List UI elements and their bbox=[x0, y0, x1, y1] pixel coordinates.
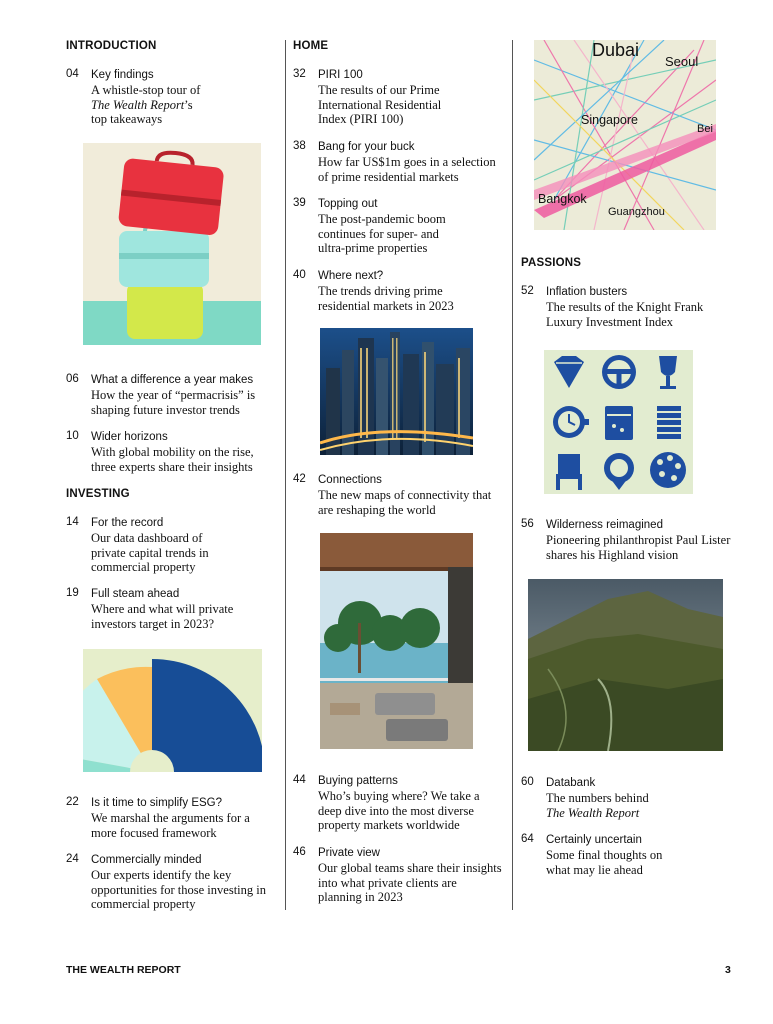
entry-description: Some final thoughts on what may lie ahead bbox=[546, 848, 663, 877]
city-skyline-night-image bbox=[320, 328, 473, 455]
page-number: 19 bbox=[66, 587, 79, 599]
luxury-terrace-image bbox=[320, 533, 473, 749]
entry-description: The trends driving prime residential markets in 2023 bbox=[318, 284, 454, 313]
entry-description: Where and what will private investors target in 2023? bbox=[91, 602, 234, 631]
entry-title: Databank bbox=[546, 777, 596, 789]
toc-entry-52[interactable] bbox=[521, 285, 736, 329]
entry-title: Certainly uncertain bbox=[546, 834, 642, 846]
page-number: 52 bbox=[521, 285, 534, 297]
entry-title: Private view bbox=[318, 847, 380, 859]
page-number: 64 bbox=[521, 833, 534, 845]
page-number: 44 bbox=[293, 774, 306, 786]
coin-stack-icon bbox=[657, 406, 681, 439]
page-number: 40 bbox=[293, 269, 306, 281]
connectivity-map-image bbox=[534, 40, 716, 230]
entry-description: We marshal the arguments for a more focused framework bbox=[91, 811, 250, 840]
entry-description: Our experts identify the key opportunities for those investing in commercial property bbox=[91, 868, 266, 912]
toc-entry-64[interactable] bbox=[521, 833, 736, 877]
page-number: 22 bbox=[66, 796, 79, 808]
entry-title: Wider horizons bbox=[91, 431, 168, 443]
page-number: 04 bbox=[66, 68, 79, 80]
page-number: 39 bbox=[293, 197, 306, 209]
entry-description: The post-pandemic boom continues for super- and ultra-prime properties bbox=[318, 212, 446, 256]
map-label-guangzhou: Guangzhou bbox=[608, 206, 665, 218]
page-number: 42 bbox=[293, 473, 306, 485]
toc-entry-32[interactable] bbox=[293, 68, 508, 127]
toc-entry-46[interactable] bbox=[293, 846, 508, 905]
entry-title: Wilderness reimagined bbox=[546, 519, 663, 531]
toc-entry-14[interactable] bbox=[66, 516, 276, 575]
palette-icon bbox=[650, 452, 686, 488]
toc-entry-39[interactable] bbox=[293, 197, 508, 256]
section-heading-home: HOME bbox=[293, 40, 329, 52]
section-heading-introduction: INTRODUCTION bbox=[66, 40, 157, 52]
section-heading-passions: PASSIONS bbox=[521, 257, 582, 269]
entry-description: The new maps of connectivity that are reshaping the world bbox=[318, 488, 492, 517]
entry-description: Who’s buying where? We take a deep dive into the most diverse property markets worldwide bbox=[318, 789, 480, 833]
entry-title: Inflation busters bbox=[546, 286, 628, 298]
toc-entry-44[interactable] bbox=[293, 774, 508, 833]
toc-entry-22[interactable] bbox=[66, 796, 276, 840]
page-number: 38 bbox=[293, 140, 306, 152]
entry-title: Key findings bbox=[91, 69, 154, 81]
entry-description: The results of our Prime International Residential Index (PIRI 100) bbox=[318, 83, 442, 127]
highland-landscape-image bbox=[528, 579, 723, 751]
section-heading-investing: INVESTING bbox=[66, 488, 130, 500]
entry-title: Is it time to simplify ESG? bbox=[91, 797, 223, 809]
entry-title: Connections bbox=[318, 474, 382, 486]
page-number: 46 bbox=[293, 846, 306, 858]
map-label-bangkok: Bangkok bbox=[538, 192, 587, 206]
toc-entry-40[interactable] bbox=[293, 269, 508, 313]
entry-title: Full steam ahead bbox=[91, 588, 180, 600]
entry-description: How the year of “permacrisis” is shaping future investor trends bbox=[91, 388, 256, 417]
entry-title: PIRI 100 bbox=[318, 69, 363, 81]
map-label-seoul: Seoul bbox=[665, 54, 699, 69]
toc-entry-04[interactable] bbox=[66, 68, 276, 127]
toc-entry-56[interactable] bbox=[521, 518, 736, 562]
toc-entry-10[interactable] bbox=[66, 430, 276, 474]
page-number: 56 bbox=[521, 518, 534, 530]
map-label-dubai: Dubai bbox=[592, 40, 640, 60]
toc-entry-24[interactable] bbox=[66, 853, 276, 912]
page-number: 10 bbox=[66, 430, 79, 442]
luxury-icons-grid bbox=[544, 350, 693, 494]
whisky-bottle-icon bbox=[605, 406, 633, 440]
entry-title: For the record bbox=[91, 517, 164, 529]
entry-description: The numbers behind The Wealth Report bbox=[546, 791, 649, 820]
entry-description: The results of the Knight Frank Luxury Investment Index bbox=[546, 300, 704, 329]
page-number: 06 bbox=[66, 373, 79, 385]
steering-wheel-icon bbox=[602, 355, 636, 389]
footer-page-number: 3 bbox=[725, 964, 731, 976]
entry-description: Our global teams share their insights into what private clients are planning in 2023 bbox=[318, 861, 502, 905]
entry-description: Pioneering philanthropist Paul Lister shares his Highland vision bbox=[546, 533, 731, 562]
toc-entry-38[interactable] bbox=[293, 140, 508, 184]
toc-entry-06[interactable] bbox=[66, 373, 276, 417]
map-label-beijing: Bei bbox=[697, 123, 713, 135]
page-number: 24 bbox=[66, 853, 79, 865]
entry-description: Our data dashboard of private capital trends in commercial property bbox=[91, 531, 209, 575]
toc-entry-42[interactable] bbox=[293, 473, 508, 517]
page-number: 14 bbox=[66, 516, 79, 528]
toc-entry-19[interactable] bbox=[66, 587, 276, 631]
entry-title: Buying patterns bbox=[318, 775, 398, 787]
quarter-pie-graphic bbox=[83, 649, 262, 772]
stacked-suitcases-image bbox=[83, 143, 261, 345]
column-divider bbox=[285, 40, 286, 910]
column-divider bbox=[512, 40, 513, 910]
entry-title: Where next? bbox=[318, 270, 384, 282]
page-number: 60 bbox=[521, 776, 534, 788]
entry-description: How far US$1m goes in a selection of prime residential markets bbox=[318, 155, 496, 184]
entry-description: A whistle-stop tour of The Wealth Report’s top takeaways bbox=[91, 83, 201, 127]
entry-title: What a difference a year makes bbox=[91, 374, 254, 386]
page-number: 32 bbox=[293, 68, 306, 80]
entry-description: With global mobility on the rise, three experts share their insights bbox=[91, 445, 254, 474]
entry-title: Topping out bbox=[318, 198, 378, 210]
footer-publication-title: THE WEALTH REPORT bbox=[66, 964, 181, 976]
entry-title: Commercially minded bbox=[91, 854, 202, 866]
entry-title: Bang for your buck bbox=[318, 141, 415, 153]
toc-entry-60[interactable] bbox=[521, 776, 736, 820]
map-label-singapore: Singapore bbox=[581, 113, 638, 127]
